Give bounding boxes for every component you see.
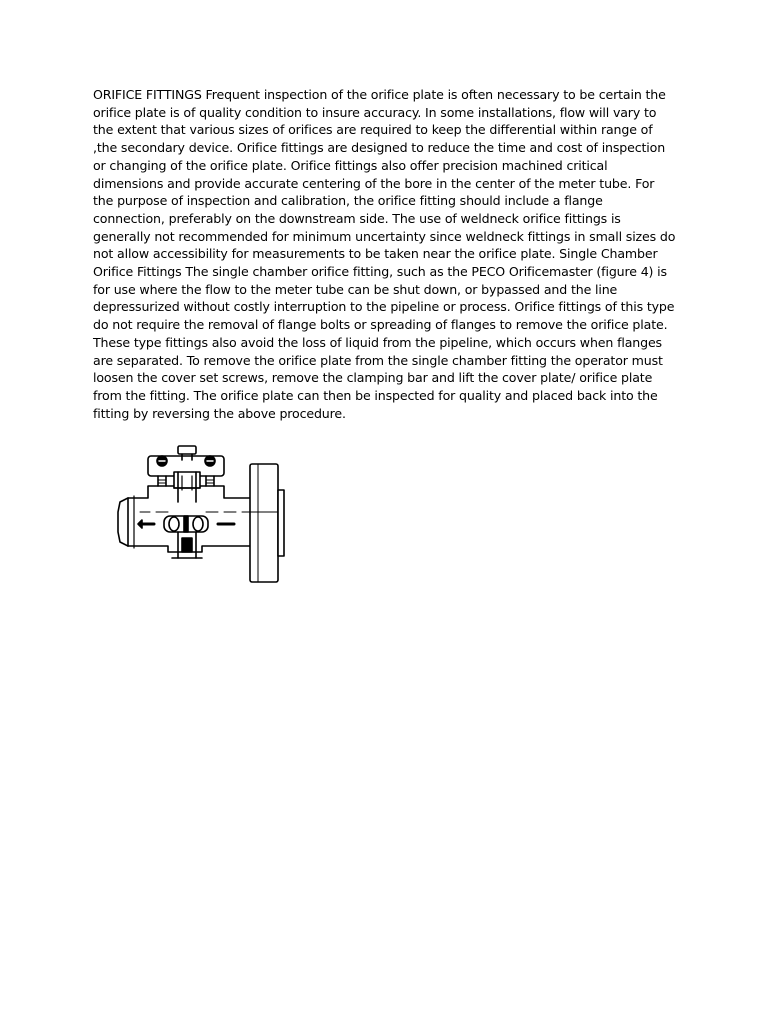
orifice-fitting-figure (112, 440, 292, 590)
body-paragraph: ORIFICE FITTINGS Frequent inspection of the orifice plate is often necessary to be certain the orifice plate is of quality condition to insure accuracy. In some installations, flow will vary to the extent that various sizes of orifices are required to keep the differential within range of ,the secondary device. Orifice fittings are designed to reduce the time and cost of inspection or changing of the orifice plate. Orifice fittings also offer precision machined critical dimensions and provide accurate centering of the bore in the center of the meter tube. For the purpose of inspection and calibration, the orifice fitting should include a flange connection, preferably on the downstream side. The use of weldneck orifice fittings is generally not recommended for minimum uncertainty since weldneck fittings in small sizes do not allow accessibility for measurements to be taken near the orifice plate. Single Chamber Orifice Fittings The single chamber orifice fitting, such as the PECO Orificemaster (figure 4) is for use where the flow to the meter tube can be shut down, or bypassed and the line depressurized without costly interruption to the pipeline or process. Orifice fittings of this type do not require the removal of flange bolts or spreading of flanges to remove the orifice plate. These type fittings also avoid the loss of liquid from the pipeline, which occurs when flanges are separated. To remove the orifice plate from the single chamber fitting the operator must loosen the cover set screws, remove the clamping bar and lift the cover plate/ orifice plate from the fitting. The orifice plate can then be inspected for quality and placed back into the fitting by reversing the above procedure. (93, 87, 676, 421)
orifice-fitting-drawing-icon (112, 440, 292, 590)
